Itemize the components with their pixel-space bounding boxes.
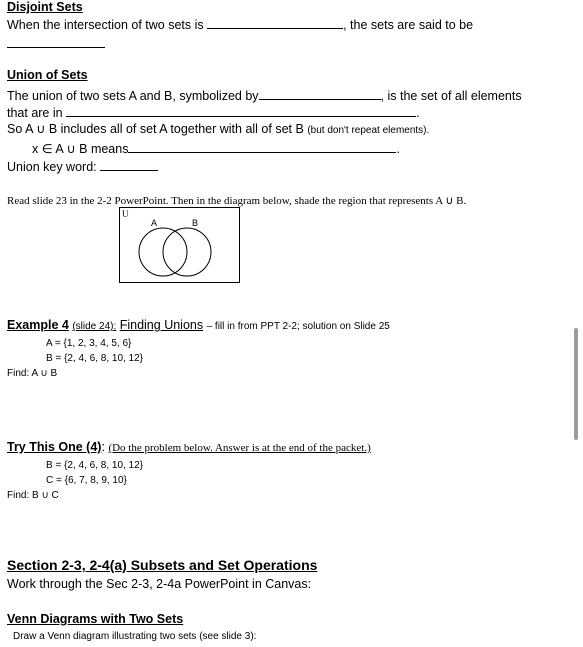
slide-instruction: Read slide 23 in the 2-2 PowerPoint. Then in the diagram below, shade the region that represents A ∪ B.: [7, 195, 467, 207]
set-a-label: A: [151, 218, 158, 228]
scrollbar[interactable]: [574, 328, 578, 440]
union-text-means: x ∈ A ∪ B means: [32, 142, 129, 156]
union-line-3: [7, 122, 429, 138]
disjoint-text-b: , the sets are said to be: [343, 18, 474, 32]
union-text-that-are-in: that are in: [7, 106, 63, 120]
section-subtitle: Work through the Sec 2-3, 2-4a PowerPoint in Canvas:: [7, 577, 312, 591]
example4-note: – fill in from PPT 2-2; solution on Slide 25: [206, 321, 390, 332]
venn-two-sets-heading: Venn Diagrams with Two Sets: [7, 612, 184, 626]
union-text-note: (but don't repeat elements).: [307, 125, 430, 136]
union-line-5: [7, 158, 158, 175]
union-line-2: [7, 104, 420, 121]
section-title: Section 2-3, 2-4(a) Subsets and Set Operations: [7, 557, 318, 573]
colon: :: [101, 440, 105, 454]
blank-disjoint-2[interactable]: [7, 35, 105, 48]
period: .: [396, 142, 400, 156]
universal-set-box: [120, 208, 240, 283]
disjoint-line-1: [7, 16, 473, 33]
example4-topic: Finding Unions: [119, 318, 204, 332]
period: .: [416, 106, 420, 120]
try-this-set-b: B = {2, 4, 6, 8, 10, 12}: [46, 460, 144, 471]
example4-set-a: A = {1, 2, 3, 4, 5, 6}: [46, 338, 132, 349]
example4-title: Example 4: [7, 318, 69, 332]
disjoint-text-a: When the intersection of two sets is: [7, 18, 204, 32]
universe-label: U: [122, 209, 129, 219]
blank-union-elements[interactable]: [66, 104, 416, 117]
example4-slide-ref: (slide 24):: [72, 321, 117, 332]
try-this-title: Try This One (4): [7, 440, 102, 454]
blank-union-symbol[interactable]: [259, 87, 381, 100]
try-this-instruction: (Do the problem below. Answer is at the end of the packet.): [108, 442, 371, 454]
venn-diagram: [119, 207, 240, 283]
union-heading: Union of Sets: [7, 68, 88, 82]
example4-set-b: B = {2, 4, 6, 8, 10, 12}: [46, 353, 144, 364]
union-text-a: The union of two sets A and B, symbolized by: [7, 89, 259, 103]
example4-find: Find: A ∪ B: [7, 368, 58, 379]
venn-two-sets-instruction: Draw a Venn diagram illustrating two sets (see slide 3):: [13, 631, 257, 642]
set-b-label: B: [192, 218, 199, 228]
example4-title-line: [7, 318, 390, 334]
blank-union-keyword[interactable]: [100, 158, 158, 171]
try-this-find: Find: B ∪ C: [7, 490, 59, 501]
union-keyword-label: Union key word:: [7, 160, 97, 174]
try-this-set-c: C = {6, 7, 8, 9, 10}: [46, 475, 127, 486]
try-this-title-line: [7, 440, 371, 456]
blank-union-means[interactable]: [128, 140, 396, 153]
union-text-b: , is the set of all elements: [380, 89, 522, 103]
disjoint-line-2: [7, 35, 105, 52]
union-line-1: [7, 87, 522, 104]
union-line-4: [32, 140, 400, 157]
union-text-includes: So A ∪ B includes all of set A together with all of set B: [7, 122, 304, 136]
disjoint-sets-heading: Disjoint Sets: [7, 0, 83, 14]
blank-disjoint-1[interactable]: [207, 16, 343, 29]
